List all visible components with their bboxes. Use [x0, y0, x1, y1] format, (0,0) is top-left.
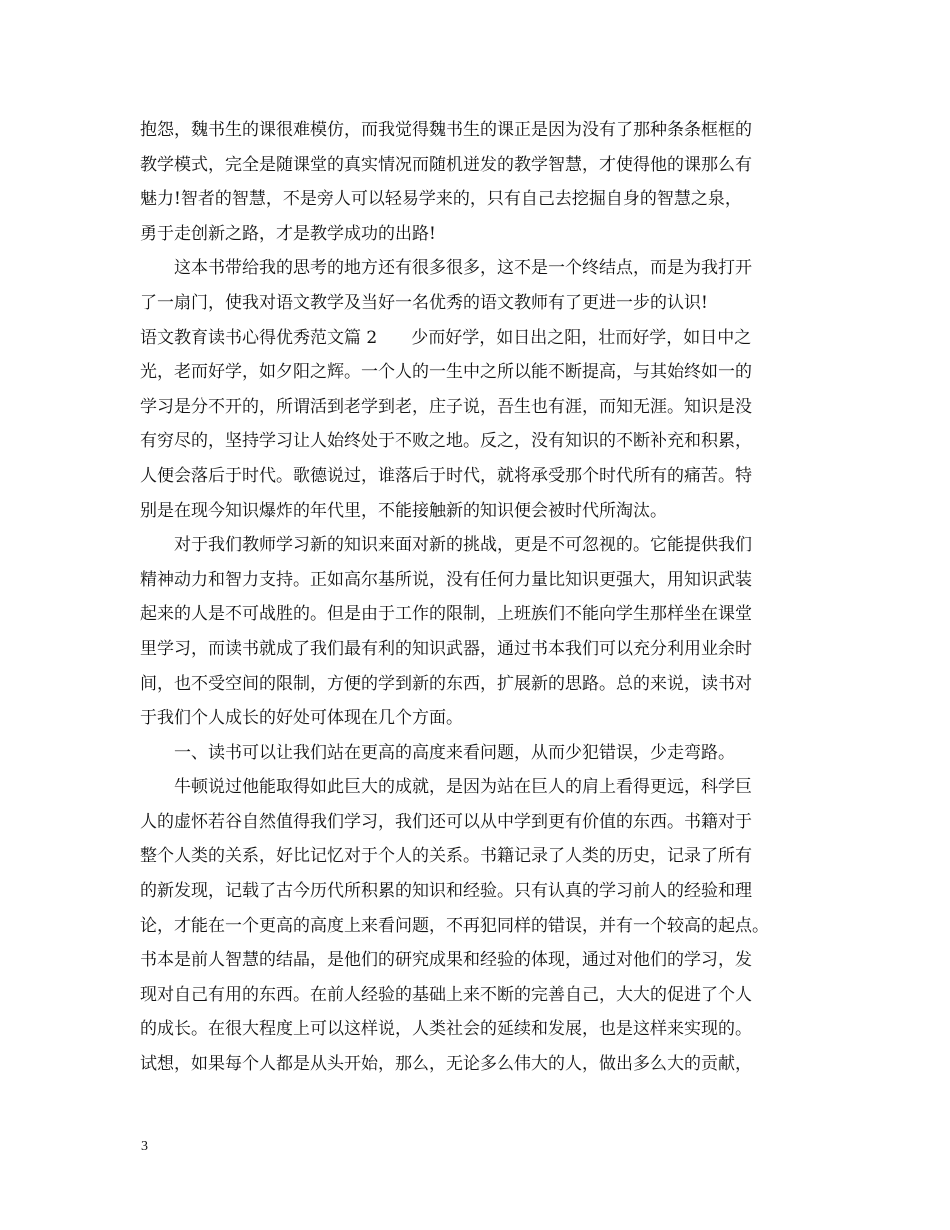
text-line: 别是在现今知识爆炸的年代里，不能接触新的知识便会被时代所淘汰。 [140, 500, 667, 521]
text-line: 里学习，而读书就成了我们最有利的知识武器，通过书本我们可以充分利用业余时 [140, 638, 752, 659]
text-line: 的成长。在很大程度上可以这样说，人类社会的延续和发展，也是这样来实现的。 [140, 1019, 752, 1040]
text-line: 间，也不受空间的限制，方便的学到新的东西，扩展新的思路。总的来说，读书对 [140, 673, 752, 694]
text-line: 书本是前人智慧的结晶，是他们的研究成果和经验的体现，通过对他们的学习，发 [140, 950, 752, 971]
text-line: 魅力!智者的智慧，不是旁人可以轻易学来的，只有自己去挖掘自身的智慧之泉， [140, 189, 742, 210]
text-line: 整个人类的关系，好比记忆对于个人的关系。书籍记录了人类的历史，记录了所有 [140, 846, 752, 867]
section-heading: 语文教育读书心得优秀范文篇 2 [140, 327, 378, 348]
paragraph-start-line: 牛顿说过他能取得如此巨大的成就，是因为站在巨人的肩上看得更远，科学巨 [174, 777, 752, 798]
text-line: 抱怨，魏书生的课很难模仿，而我觉得魏书生的课正是因为没有了那种条条框框的 [140, 120, 752, 140]
page-number: 3 [141, 1139, 148, 1154]
paragraph-start-line: 这本书带给我的思考的地方还有很多很多，这不是一个终结点，而是为我打开 [174, 258, 752, 279]
text-line: 了一扇门，使我对语文教学及当好一名优秀的语文教师有了更进一步的认识! [140, 292, 708, 313]
text-line: 起来的人是不可战胜的。但是由于工作的限制，上班族们不能向学生那样坐在课堂 [140, 604, 752, 625]
text-line: 人的虚怀若谷自然值得我们学习，我们还可以从中学到更有价值的东西。书籍对于 [140, 811, 752, 832]
text-line: 于我们个人成长的好处可体现在几个方面。 [140, 708, 463, 729]
body-text [140, 113, 830, 1082]
paragraph-start-line: 一、读书可以让我们站在更高的高度来看问题，从而少犯错误，少走弯路。 [174, 742, 735, 763]
paragraph-start-line: 对于我们教师学习新的知识来面对新的挑战，更是不可忽视的。它能提供我们 [174, 535, 752, 556]
text-line: 光，老而好学，如夕阳之辉。一个人的一生中之所以能不断提高，与其始终如一的 [140, 362, 752, 383]
text-line: 教学模式，完全是随课堂的真实情况而随机迸发的教学智慧，才使得他的课那么有 [140, 154, 752, 175]
section-heading-continuation: 少而好学，如日出之阳，壮而好学，如日中之 [411, 327, 752, 348]
section-heading-line [140, 321, 830, 356]
text-line: 有穷尽的，坚持学习让人始终处于不败之地。反之，没有知识的不断补充和积累， [140, 431, 752, 452]
text-line: 试想，如果每个人都是从头开始，那么，无论多么伟大的人，做出多么大的贡献， [140, 1054, 752, 1075]
text-line: 勇于走创新之路，才是教学成功的出路! [140, 223, 436, 244]
text-line: 论，才能在一个更高的高度上来看问题，不再犯同样的错误，并有一个较高的起点。 [140, 915, 769, 936]
text-line: 的新发现，记载了古今历代所积累的知识和经验。只有认真的学习前人的经验和理 [140, 881, 752, 902]
text-line: 人便会落后于时代。歌德说过，谁落后于时代，就将承受那个时代所有的痛苦。特 [140, 465, 752, 486]
text-line: 精神动力和智力支持。正如高尔基所说，没有任何力量比知识更强大，用知识武装 [140, 569, 752, 590]
text-line: 现对自己有用的东西。在前人经验的基础上来不断的完善自己，大大的促进了个人 [140, 984, 752, 1005]
text-line: 学习是分不开的，所谓活到老学到老，庄子说，吾生也有涯，而知无涯。知识是没 [140, 396, 752, 417]
